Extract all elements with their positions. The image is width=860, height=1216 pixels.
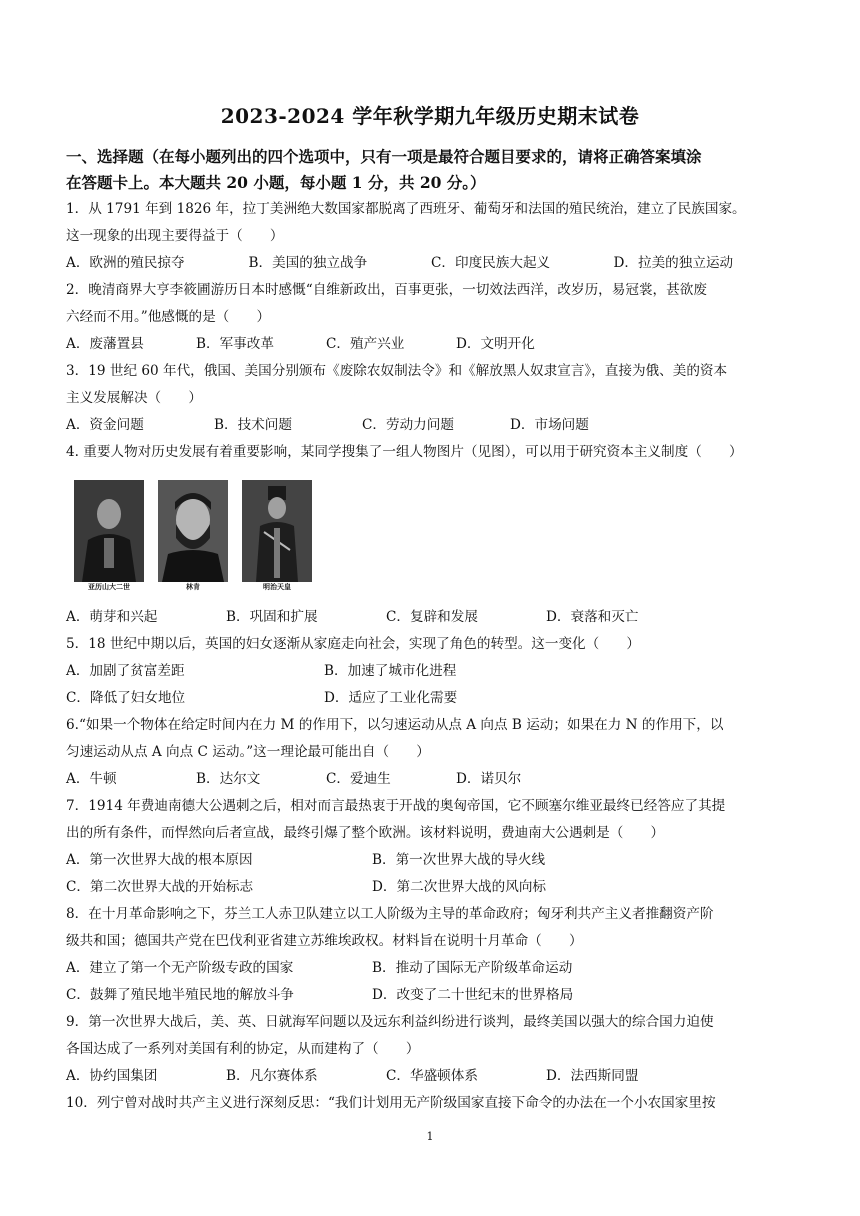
answer-options — [66, 766, 796, 793]
option-b[interactable]: B．达尔文 — [196, 771, 261, 787]
answer-options — [66, 982, 796, 1009]
question-stem-line: 匀速运动从点 A 向点 C 运动。”这一理论最可能出自（ ） — [66, 744, 430, 760]
option-a[interactable]: A．第一次世界大战的根本原因 — [66, 852, 253, 868]
page-number: 1 — [426, 1130, 434, 1143]
option-a[interactable]: A．欧洲的殖民掠夺 — [66, 255, 185, 271]
portrait-meiji — [242, 480, 312, 592]
answer-options — [66, 955, 796, 982]
question-10 — [66, 1090, 796, 1117]
option-d[interactable]: D．拉美的独立运动 — [613, 255, 734, 271]
question-list — [66, 196, 796, 1117]
option-b[interactable]: B．技术问题 — [214, 417, 292, 433]
portrait-photo — [242, 480, 312, 582]
question-8 — [66, 901, 796, 1009]
answer-options — [66, 874, 796, 901]
portrait-photo — [74, 480, 144, 582]
question-stem-line: 各国达成了一系列对美国有利的协定，从而建构了（ ） — [66, 1041, 420, 1057]
answer-options — [66, 658, 796, 685]
question-4 — [66, 439, 796, 631]
option-d[interactable]: D．第二次世界大战的风向标 — [372, 879, 547, 895]
option-a[interactable]: A．协约国集团 — [66, 1068, 158, 1084]
question-3 — [66, 358, 796, 439]
answer-options — [66, 1063, 796, 1090]
option-b[interactable]: B．美国的独立战争 — [248, 255, 368, 271]
question-stem-line: 6.“如果一个物体在给定时间内在力 M 的作用下，以匀速运动从点 A 向点 B 运动；如果在力 N 的作用下，以 — [66, 717, 724, 733]
answer-options — [66, 604, 796, 631]
portrait-group — [74, 480, 796, 598]
section-heading — [66, 144, 794, 196]
question-stem-line: 主义发展解决（ ） — [66, 390, 202, 406]
option-d[interactable]: D．适应了工业化需要 — [324, 690, 458, 706]
portrait-photo — [158, 480, 228, 582]
portrait-alexander-ii — [74, 480, 144, 592]
option-a[interactable]: A．建立了第一个无产阶级专政的国家 — [66, 960, 294, 976]
question-9 — [66, 1009, 796, 1090]
answer-options — [66, 685, 796, 712]
answer-options — [66, 331, 796, 358]
question-7 — [66, 793, 796, 901]
option-c[interactable]: C．华盛顿体系 — [386, 1068, 478, 1084]
section-heading-line-2: 在答题卡上。本大题共 20 小题，每小题 1 分，共 20 分。） — [66, 173, 486, 192]
option-b[interactable]: B．第一次世界大战的导火线 — [372, 852, 546, 868]
answer-options — [66, 412, 796, 439]
option-c[interactable]: C．复辟和发展 — [386, 609, 478, 625]
question-stem-line: 7．1914 年费迪南德大公遇刺之后，相对而言最热衷于开战的奥匈帝国，它不顾塞尔维亚最终已经答应了其提 — [66, 798, 726, 814]
question-stem-line: 出的所有条件，而悍然向后者宣战，最终引爆了整个欧洲。该材料说明，费迪南大公遇刺是（ ） — [66, 825, 665, 841]
question-stem-line: 六经而不用。”他感慨的是（ ） — [66, 309, 271, 325]
portrait-caption: 亚历山大二世 — [88, 582, 130, 591]
option-d[interactable]: D．法西斯同盟 — [546, 1068, 639, 1084]
option-b[interactable]: B．推动了国际无产阶级革命运动 — [372, 960, 573, 976]
option-c[interactable]: C．降低了妇女地位 — [66, 690, 186, 706]
option-a[interactable]: A．牛顿 — [66, 771, 117, 787]
question-stem-line: 3．19 世纪 60 年代，俄国、美国分别颁布《废除农奴制法令》和《解放黑人奴隶宣言》，直接为俄、美的资本 — [66, 363, 728, 379]
option-c[interactable]: C．印度民族大起义 — [431, 255, 551, 271]
option-d[interactable]: D．诺贝尔 — [456, 771, 522, 787]
question-stem-line: 5．18 世纪中期以后，英国的妇女逐渐从家庭走向社会，实现了角色的转型。这一变化（ ） — [66, 636, 641, 652]
question-stem-line: 4. 重要人物对历史发展有着重要影响，某同学搜集了一组人物图片（见图），可以用于研究资本主义制度（ ） — [66, 444, 743, 460]
portrait-lincoln — [158, 480, 228, 592]
option-c[interactable]: C．第二次世界大战的开始标志 — [66, 879, 254, 895]
option-b[interactable]: B．凡尔赛体系 — [226, 1068, 318, 1084]
question-stem-line: 级共和国；德国共产党在巴伐利亚省建立苏维埃政权。材料旨在说明十月革命（ ） — [66, 933, 583, 949]
question-2 — [66, 277, 796, 358]
option-d[interactable]: D．改变了二十世纪末的世界格局 — [372, 987, 574, 1003]
option-c[interactable]: C．劳动力问题 — [362, 417, 454, 433]
option-d[interactable]: D．衰落和灭亡 — [546, 609, 639, 625]
exam-title: 2023-2024 学年秋学期九年级历史期末试卷 — [220, 104, 640, 128]
option-c[interactable]: C．殖产兴业 — [326, 336, 405, 352]
question-stem-line: 8．在十月革命影响之下，芬兰工人赤卫队建立以工人阶级为主导的革命政府；匈牙利共产主义者推翻资产阶 — [66, 906, 714, 922]
portrait-caption: 林肯 — [186, 582, 200, 591]
option-c[interactable]: C．爱迪生 — [326, 771, 391, 787]
option-b[interactable]: B．加速了城市化进程 — [324, 663, 457, 679]
option-b[interactable]: B．军事改革 — [196, 336, 274, 352]
question-6 — [66, 712, 796, 793]
question-stem-line: 10．列宁曾对战时共产主义进行深刻反思：“我们计划用无产阶级国家直接下命令的办法在一个小农国家里按 — [66, 1095, 716, 1111]
option-c[interactable]: C．鼓舞了殖民地半殖民地的解放斗争 — [66, 987, 294, 1003]
question-1 — [66, 196, 796, 277]
answer-options — [66, 250, 796, 277]
option-d[interactable]: D．文明开化 — [456, 336, 535, 352]
option-a[interactable]: A．萌芽和兴起 — [66, 609, 158, 625]
section-heading-line-1: 一、选择题（在每小题列出的四个选项中，只有一项是最符合题目要求的，请将正确答案填涂 — [66, 147, 702, 166]
portrait-caption: 明治天皇 — [263, 582, 291, 591]
question-stem-line: 1．从 1791 年到 1826 年，拉丁美洲绝大数国家都脱离了西班牙、葡萄牙和法国的殖民统治，建立了民族国家。 — [66, 201, 746, 217]
question-stem-line: 这一现象的出现主要得益于（ ） — [66, 228, 284, 244]
option-a[interactable]: A．加剧了贫富差距 — [66, 663, 185, 679]
question-stem-line: 9．第一次世界大战后，美、英、日就海军问题以及远东利益纠纷进行谈判，最终美国以强大的综合国力迫使 — [66, 1014, 714, 1030]
question-5 — [66, 631, 796, 712]
option-b[interactable]: B．巩固和扩展 — [226, 609, 318, 625]
option-a[interactable]: A．废藩置县 — [66, 336, 144, 352]
question-stem-line: 2．晚清商界大亨李筱圃游历日本时感慨“自维新政出，百事更张，一切效法西洋，改岁历，易冠裳，甚欲废 — [66, 282, 707, 298]
answer-options — [66, 847, 796, 874]
option-a[interactable]: A．资金问题 — [66, 417, 144, 433]
option-d[interactable]: D．市场问题 — [510, 417, 589, 433]
